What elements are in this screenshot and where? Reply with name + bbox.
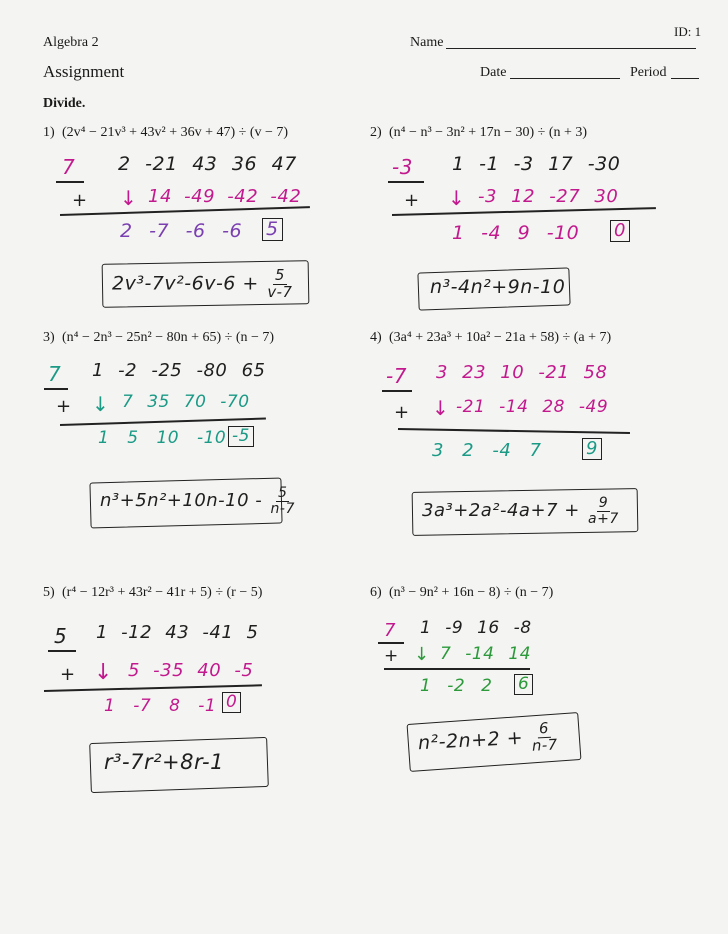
name-line: [446, 48, 696, 49]
fraction-denominator: v-7: [267, 283, 293, 301]
products: -21 -14 28 -49: [456, 397, 609, 417]
remainder: [582, 438, 602, 460]
fraction-numerator: 5: [274, 267, 285, 284]
period-line: [671, 78, 699, 79]
fraction-numerator: 5: [278, 485, 288, 501]
results: 1 -7 8 -1: [104, 696, 217, 716]
sum-line: [384, 668, 530, 670]
fraction-numerator: 9: [598, 495, 609, 511]
products: -3 12 -27 30: [478, 186, 619, 207]
problem-number: 3): [43, 330, 55, 345]
remainder: [262, 218, 283, 241]
results: 1 5 10 -10: [98, 428, 227, 448]
coefficients: 1 -12 43 -41 5: [96, 622, 259, 643]
instructions: Divide.: [43, 96, 86, 111]
name-label: Name: [410, 35, 444, 50]
answer-main: r³-7r²+8r-1: [104, 750, 224, 774]
remainder-box: 0: [222, 692, 241, 713]
products: 14 -49 -42 -42: [148, 186, 302, 207]
problem-expression: (n⁴ − n³ − 3n² + 17n − 30) ÷ (n + 3): [389, 125, 588, 140]
coefficients: 2 -21 43 36 47: [118, 153, 297, 175]
divisor-bar: [56, 181, 84, 183]
answer: [422, 496, 621, 526]
drop-arrow: ↓: [448, 186, 466, 210]
answer-main: 2v³-7v²-6v-6 +: [112, 272, 259, 295]
products: 5 -35 40 -5: [128, 660, 254, 681]
results: 1 -4 9 -10: [452, 222, 580, 244]
period-label: Period: [630, 65, 667, 80]
sum-line: [60, 418, 266, 426]
date-label: Date: [480, 65, 507, 80]
problem-expression: (n⁴ − 2n³ − 25n² − 80n + 65) ÷ (n − 7): [62, 330, 275, 345]
worksheet-id: ID: 1: [674, 24, 702, 39]
divisor-bar: [382, 390, 412, 392]
divisor: -7: [386, 364, 407, 388]
sum-line: [60, 206, 310, 215]
drop-arrow: ↓: [94, 660, 113, 685]
coefficients: 3 23 10 -21 58: [436, 362, 608, 383]
sum-line: [44, 684, 262, 691]
plus-sign: +: [56, 396, 72, 417]
remainder: [228, 426, 254, 447]
divisor: 7: [62, 155, 76, 179]
answer-main: n³-4n²+9n-10: [430, 276, 566, 298]
results: 2 -7 -6 -6: [120, 220, 243, 242]
date-line: [510, 78, 620, 79]
divisor-bar: [44, 388, 68, 390]
drop-arrow: ↓: [120, 186, 138, 210]
plus-sign: +: [404, 190, 420, 211]
drop-arrow: ↓: [414, 644, 430, 665]
answer: [430, 276, 565, 298]
divisor: 7: [384, 620, 396, 641]
plus-sign: +: [72, 190, 88, 211]
drop-arrow: ↓: [92, 392, 110, 416]
remainder: [222, 692, 241, 713]
problem-number: 4): [370, 330, 382, 345]
remainder-box: 5: [262, 218, 283, 241]
fraction-denominator: a+7: [588, 510, 619, 527]
divisor: -3: [392, 155, 413, 179]
problem-expression: (3a⁴ + 23a³ + 10a² − 21a + 58) ÷ (a + 7): [389, 330, 612, 345]
answer: [100, 486, 297, 516]
problem-expression: (r⁴ − 12r³ + 43r² − 41r + 5) ÷ (r − 5): [62, 585, 263, 600]
fraction-denominator: n-7: [270, 500, 295, 517]
coefficients: 1 -9 16 -8: [420, 618, 532, 638]
coefficients: 1 -1 -3 17 -30: [452, 153, 621, 175]
remainder-box: 6: [514, 674, 533, 695]
page-title: Assignment: [43, 62, 125, 81]
fraction-numerator: 6: [537, 721, 552, 738]
problem-number: 1): [43, 125, 55, 140]
answer-fraction: [529, 720, 560, 754]
drop-arrow: ↓: [432, 396, 450, 420]
plus-sign: +: [384, 646, 399, 666]
divisor: 7: [48, 362, 62, 386]
remainder: [610, 220, 630, 242]
course-label: Algebra 2: [43, 35, 99, 50]
remainder-box: 0: [610, 220, 630, 242]
remainder-box: 9: [582, 438, 602, 460]
plus-sign: +: [394, 402, 410, 423]
problem-number: 2): [370, 125, 382, 140]
fraction-denominator: n-7: [531, 735, 559, 755]
remainder: [514, 674, 533, 695]
problem-number: 5): [43, 585, 55, 600]
products: 7 35 70 -70: [122, 392, 250, 412]
problem-expression: (2v⁴ − 21v³ + 43v² + 36v + 47) ÷ (v − 7): [62, 125, 289, 140]
coefficients: 1 -2 -25 -80 65: [92, 360, 266, 381]
products: 7 -14 14: [440, 644, 532, 664]
divisor: 5: [54, 624, 68, 648]
answer-main: 3a³+2a²-4a+7 +: [422, 500, 580, 522]
answer: [112, 268, 294, 300]
divisor-bar: [48, 650, 76, 652]
divisor-bar: [388, 181, 424, 183]
divisor-bar: [378, 642, 404, 644]
answer: [417, 720, 560, 759]
answer-main: n³+5n²+10n-10 -: [100, 490, 263, 512]
sum-line: [392, 207, 656, 215]
problem-expression: (n³ − 9n² + 16n − 8) ÷ (n − 7): [389, 585, 554, 600]
answer-fraction: [586, 496, 621, 526]
problem-number: 6): [370, 585, 382, 600]
answer-main: n²-2n+2 +: [417, 726, 524, 755]
answer-fraction: [265, 268, 294, 300]
remainder-box: -5: [228, 426, 254, 447]
answer-fraction: [269, 486, 297, 516]
results: 1 -2 2: [420, 676, 493, 696]
answer: [104, 750, 224, 774]
plus-sign: +: [60, 664, 76, 685]
sum-line: [398, 428, 630, 434]
results: 3 2 -4 7: [432, 440, 542, 461]
